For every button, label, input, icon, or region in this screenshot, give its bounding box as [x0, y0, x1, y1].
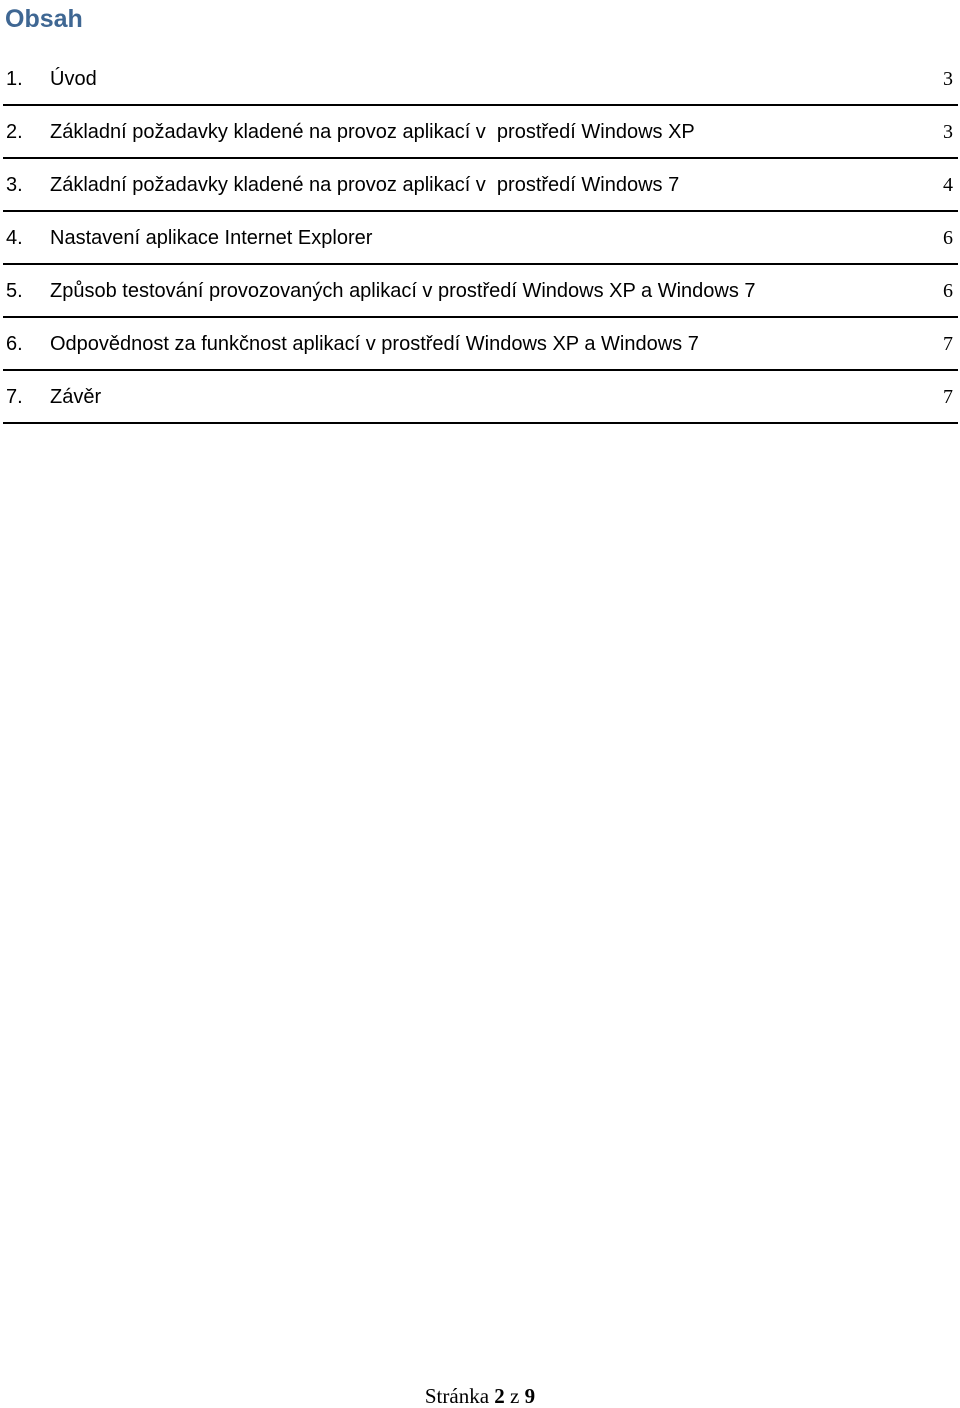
footer-separator: z [510, 1384, 520, 1408]
toc-entry-7[interactable] [3, 371, 958, 424]
toc-entry-number: 5. [6, 280, 23, 302]
toc-entry-5[interactable] [3, 265, 958, 318]
toc-entry-page: 4 [943, 174, 953, 196]
toc-entry-title: Způsob testování provozovaných aplikací v prostředí Windows XP a Windows 7 [50, 280, 756, 302]
toc-entry-number: 3. [6, 174, 23, 196]
toc-entry-title: Závěr [50, 386, 102, 408]
toc-entry-1[interactable] [3, 53, 958, 106]
toc-entry-number: 6. [6, 333, 23, 355]
toc-entry-page: 7 [943, 333, 953, 355]
toc-entry-number: 7. [6, 386, 23, 408]
toc-entry-3[interactable] [3, 159, 958, 212]
footer-total-pages: 9 [524, 1384, 536, 1408]
toc-entry-page: 3 [943, 121, 953, 143]
toc-entry-page: 6 [943, 280, 953, 302]
toc-entry-title: Úvod [50, 68, 97, 90]
toc-entry-6[interactable] [3, 318, 958, 371]
toc-entry-2[interactable] [3, 106, 958, 159]
toc-entry-title: Základní požadavky kladené na provoz aplikací v prostředí Windows XP [50, 121, 695, 143]
toc-entry-title: Základní požadavky kladené na provoz aplikací v prostředí Windows 7 [50, 174, 680, 196]
toc-entry-number: 2. [6, 121, 23, 143]
footer-current-page: 2 [494, 1384, 505, 1408]
page-title: Obsah [5, 5, 83, 33]
page-footer [0, 1384, 960, 1408]
toc-entry-number: 4. [6, 227, 23, 249]
toc-entry-page: 7 [943, 386, 953, 408]
footer-prefix: Stránka [424, 1384, 490, 1408]
toc-entry-number: 1. [6, 68, 23, 90]
toc-entry-title: Odpovědnost za funkčnost aplikací v prostředí Windows XP a Windows 7 [50, 333, 699, 355]
toc-entry-page: 6 [943, 227, 953, 249]
table-of-contents [3, 53, 958, 424]
toc-entry-page: 3 [943, 68, 953, 90]
toc-entry-4[interactable] [3, 212, 958, 265]
toc-entry-title: Nastavení aplikace Internet Explorer [50, 227, 373, 249]
